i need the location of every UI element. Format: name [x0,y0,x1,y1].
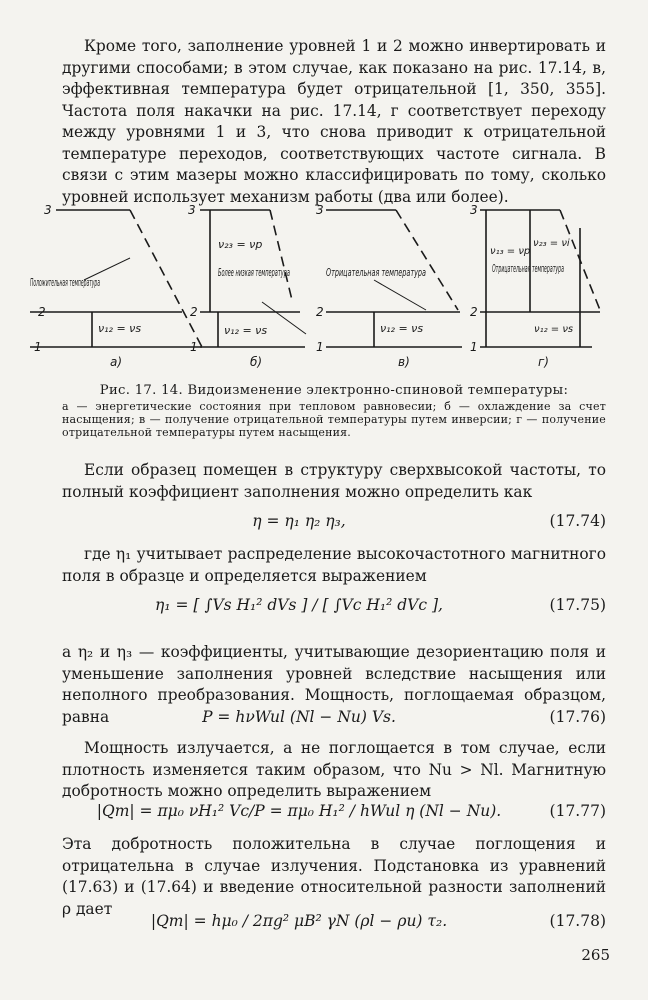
paragraph-intro: Кроме того, заполнение уровней 1 и 2 можно инвертировать и другими способами; в этом случае, как показано на рис. 17.14, в, эффективная температура будет отрицательной [1, 350, 355]. Частота поля накачки на рис. 17.14, г соответствует переходу между уровнями 1 и 3, что снова приводит к отрицательной температуре переходов, соответствующих частоте сигнала. В связи с этим мазеры можно классифицировать по тому, сколько уровней использует механизм работы (два или более). [62,37,606,206]
panel-v-note: Отрицательная температура [326,267,426,279]
panel-a-note: Положительная температура [30,277,100,289]
equation-expression: η = η₁ η₂ η₃, [252,512,346,530]
equation-expression: |Qm| = hμ₀ / 2πg² μB² γN (ρl − ρu) τ₂. [150,912,448,930]
equation-expression: |Qm| = πμ₀ νH₁² Vc/P = πμ₀ H₁² / hWul η (Nl − Nu). [96,802,502,820]
paragraph-emission: Мощность излучается, а не поглощается в том случае, если плотность изменяется таким образом, что Nu > Nl. Магнитную добротность можно определить выражением [62,739,606,800]
energy-level-diagrams [30,198,618,378]
level-2-label: 2 [470,305,478,319]
panel-v-nu12: ν₁₂ = νs [380,322,424,335]
level-3-label: 3 [44,203,52,217]
equation-number: (17.74) [549,512,606,530]
caption-title: Рис. 17. 14. Видоизменение электронно-спиновой температуры: [99,383,569,398]
paragraph-coefficients: а η₂ и η₃ — коэффициенты, учитывающие дезориентацию поля и уменьшение заполнения уровней вследствие насыщения или неполного преобразования. Мощность, поглощаемая образцом, равна [62,643,606,726]
panel-g-note: Отрицательная температура [492,263,564,275]
figure-17-14 [30,198,618,378]
level-3-label: 3 [316,203,324,217]
equation-number: (17.78) [549,912,606,930]
equation-17-77 [62,802,606,826]
panel-b-nu23: ν₂₃ = νp [218,238,263,251]
equation-expression: η₁ = [ ∫Vs H₁² dVs ] / [ ∫Vc H₁² dVc ], [155,596,443,614]
panel-b-nu12: ν₁₂ = νs [224,324,268,337]
panel-a-nu12: ν₁₂ = νs [98,322,142,335]
panel-g-nu12: ν₁₂ = νs [534,324,574,335]
level-1-label: 1 [316,340,324,354]
equation-17-78 [62,912,606,936]
level-2-label: 2 [38,305,46,319]
figure-caption [62,382,606,439]
equation-number: (17.75) [549,596,606,614]
panel-v-tag: в) [398,355,410,369]
page-number: 265 [581,946,610,964]
equation-number: (17.77) [549,802,606,820]
equation-17-76 [62,708,606,732]
level-1-label: 1 [470,340,478,354]
panel-g-nu13: ν₁₃ = νp [490,246,531,257]
paragraph-sample: Если образец помещен в структуру сверхвысокой частоты, то полный коэффициент заполнения можно определить как [62,461,606,501]
level-3-label: 3 [470,203,478,217]
level-2-label: 2 [316,305,324,319]
level-1-label: 1 [34,340,42,354]
panel-b-note: Более низкая температура [218,267,290,279]
level-2-label: 2 [190,305,198,319]
panel-a-tag: а) [110,355,123,369]
level-1-label: 1 [190,340,198,354]
caption-description: а — энергетические состояния при тепловом равновесии; б — охлаждение за счет насыщения; в — получение отрицательной температуры путем инверсии; г — получение отрицательной температуры путем насыщения. [62,400,606,439]
panel-g-tag: г) [538,355,549,369]
paragraph-quality: Эта добротность положительна в случае поглощения и отрицательна в случае излучения. Подстановка из уравнений (17.63) и (17.64) и введение относительной разности заполнений ρ дает [62,835,606,918]
panel-g-nu23: ν₂₃ = νi [533,238,570,249]
equation-17-74 [62,512,606,536]
equation-17-75 [62,596,606,620]
level-3-label: 3 [188,203,196,217]
equation-expression: P = hνWul (Nl − Nu) Vs. [202,708,396,726]
equation-number: (17.76) [549,708,606,726]
panel-b-tag: б) [250,355,263,369]
paragraph-eta1: где η₁ учитывает распределение высокочастотного магнитного поля в образце и определяется выражением [62,545,606,585]
